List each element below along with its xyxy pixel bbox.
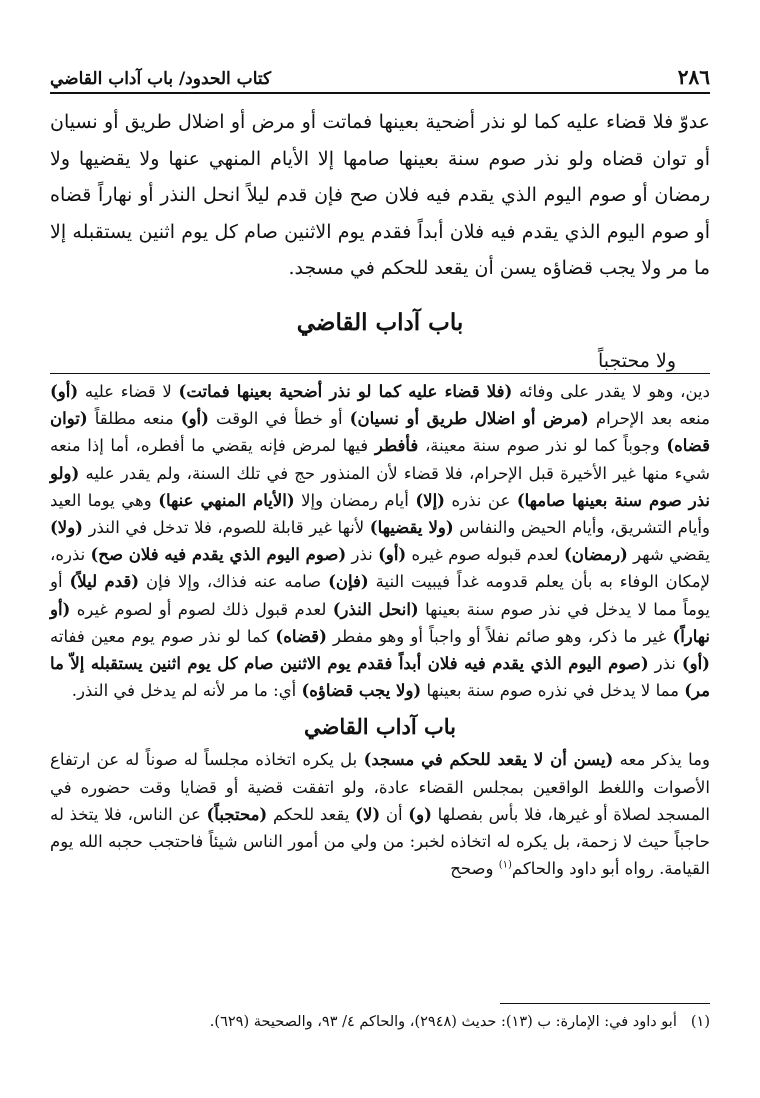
- commentary-text: أن: [380, 804, 409, 824]
- commentary-text: عن نذره: [444, 490, 517, 510]
- commentary-text: وجوباً كما لو نذر صوم سنة معينة،: [418, 436, 667, 456]
- commentary-text: فيها لمرض فإنه يقضي ما أفطره، أما إذا منعه شيء منها غير الأخيرة قبل الإحرام، فلا قضاء لأن المنذور حج في تلك السنة، ولم يقدر عليه: [50, 436, 710, 483]
- main-text: [50, 104, 710, 381]
- commentary-text: مما لا يدخل في نذره صوم سنة بعينها: [421, 681, 685, 701]
- quoted-main-text: (أو نهاراً): [50, 599, 710, 646]
- quoted-main-text: (إلا): [415, 490, 445, 510]
- commentary-text: دين، وهو لا يقدر على وفائه: [512, 382, 710, 401]
- quoted-main-text: (ولا): [50, 518, 83, 538]
- commentary-text: أي: ما مر لأنه لم يدخل في النذر.: [71, 681, 302, 701]
- commentary-text: كما لو نذر صوم يوم معين ففاته: [50, 626, 276, 646]
- quoted-main-text: (قدم ليلاً): [69, 572, 140, 592]
- commentary-text: أو خطأ في الوقت: [208, 409, 350, 429]
- footnote-text: أبو داود في: الإمارة: ب (١٣): حديث (٢٩٤٨)، والحاكم ٤/ ٩٣، والصحيحة (٦٢٩).: [209, 1014, 677, 1030]
- quoted-main-text: (فلا قضاء عليه كما لو نذر أضحية بعينها فماتت): [178, 382, 513, 401]
- quoted-main-text: (أو): [50, 382, 79, 401]
- quoted-main-text: (و): [408, 804, 432, 824]
- commentary-text: لا قضاء عليه: [78, 382, 179, 401]
- quoted-main-text: (توان قضاه): [50, 409, 710, 456]
- quoted-main-text: (لا): [355, 804, 381, 824]
- chapter-title: كتاب الحدود/ باب آداب القاضي: [50, 69, 272, 89]
- quoted-main-text: (صوم اليوم الذي يقدم فيه فلان أبداً فقدم يوم الاثنين صام كل يوم اثنين يستقبله إلاّ ما مر): [50, 654, 710, 701]
- quoted-main-text: (رمضان): [563, 545, 628, 565]
- footnote-ref: (١): [498, 859, 512, 871]
- quoted-main-text: (انحل النذر): [332, 599, 419, 619]
- commentary-text: أيام رمضان وإلا: [294, 490, 416, 510]
- quoted-main-text: (ولا يجب قضاؤه): [301, 681, 422, 701]
- page-header: [50, 55, 710, 89]
- text-divider: [50, 373, 710, 374]
- commentary-paragraph: [50, 378, 710, 704]
- commentary-text: غير ما ذكر، وهو صائم نفلاً أو واجباً أو وهو مفطر: [326, 626, 673, 646]
- main-after-heading: ولا محتجباً: [597, 349, 676, 372]
- commentary-text: منعه بعد الإحرام: [588, 409, 710, 429]
- commentary-text: وهي يوما العيد وأيام التشريق، وأيام الحيض والنفاس: [50, 490, 710, 538]
- quoted-main-text: (أو): [180, 409, 209, 429]
- quoted-main-text: (صوم اليوم الذي يقدم فيه فلان صح): [90, 545, 347, 565]
- commentary-text: صامه عنه فذاك، وإلا فإن: [139, 572, 329, 592]
- commentary-text: عن الناس، فلا يتخذ له حاجباً حيث لا زحمة، بل يكره له اتخاذه لخبر: من ولي من أمور الناس شيئاً فاحتجب حجبه الله يوم القيامة. رواه أبو داود والحاكم: [50, 804, 710, 879]
- commentary-text: منعه مطلقاً: [87, 409, 181, 429]
- footnote-rule: [500, 1003, 710, 1004]
- commentary-text: لعدم قبول ذلك لصوم أو لصوم غيره: [70, 599, 333, 619]
- commentary-text: نذر: [346, 545, 379, 565]
- commentary: [50, 378, 710, 882]
- quoted-main-text: (مرض أو اضلال طريق أو نسيان): [349, 409, 589, 429]
- page-number: ٢٨٦: [677, 65, 710, 89]
- footnote-number: (١): [690, 1014, 710, 1030]
- commentary-text: بل يكره اتخاذه مجلساً له صوناً له عن ارتفاع الأصوات واللغط الواقعين بمجلس القضاء عادة، ولو اتفقت قضية أو قضايا وقت حضوره في المسجد لصلاة أو غيرها، فلا بأس بفصلها: [50, 750, 710, 824]
- book-page: [50, 0, 710, 1098]
- commentary-text: يقضي شهر: [627, 545, 710, 565]
- section-heading: باب آداب القاضي: [296, 308, 464, 336]
- footnote: [50, 1010, 710, 1034]
- quoted-main-text: (ولا يقضيها): [369, 518, 454, 538]
- quoted-main-text: فأفطر: [374, 436, 419, 456]
- commentary-text: لأنها غير قابلة للصوم، فلا تدخل في النذر: [83, 518, 370, 538]
- commentary-text: وصحح: [450, 859, 499, 879]
- commentary-text: يقعد للحكم: [267, 804, 356, 824]
- commentary-text: نذر: [648, 654, 682, 674]
- commentary-text: أو يوماً مما لا يدخل في نذر صوم سنة بعينها: [50, 572, 711, 619]
- commentary-text: نذره، لإمكان الوفاء به بأن يعلم قدومه غداً فيبيت النية: [50, 545, 710, 592]
- quoted-main-text: (أو): [378, 545, 407, 565]
- commentary-text: وما يذكر معه: [613, 750, 710, 770]
- quoted-main-text: (ولو نذر صوم سنة بعينها صامها): [50, 463, 710, 510]
- header-rule: [50, 92, 710, 94]
- quoted-main-text: (قضاه): [275, 626, 327, 646]
- quoted-main-text: (أو): [681, 654, 710, 674]
- quoted-main-text: (محتجباً): [206, 804, 268, 824]
- commentary-text: لعدم قبوله صوم غيره: [406, 545, 564, 565]
- quoted-main-text: (يسن أن لا يقعد للحكم في مسجد): [363, 750, 614, 770]
- quoted-main-text: (فإن): [328, 572, 369, 592]
- commentary-paragraph: [50, 746, 710, 882]
- commentary-heading: باب آداب القاضي: [303, 714, 456, 740]
- quoted-main-text: (الأيام المنهي عنها): [158, 490, 295, 510]
- main-paragraph: عدوّ فلا قضاء عليه كما لو نذر أضحية بعينها فماتت أو مرض أو اضلال طريق أو نسيان أو توان قضاه ولو نذر صوم سنة بعينها صامها إلا الأيام المنهي عنها ولا يقضيها ولا رمضان أو صوم اليوم الذي يقدم فيه فلان صح فإن قدم ليلاً انحل النذر أو نهاراً قضاه أو صوم اليوم الذي يقدم فيه فلان أبداً فقدم يوم الاثنين صام كل يوم اثنين يستقبله إلا ما مر ولا يجب قضاؤه يسن أن يقعد للحكم في مسجد.: [50, 111, 710, 279]
